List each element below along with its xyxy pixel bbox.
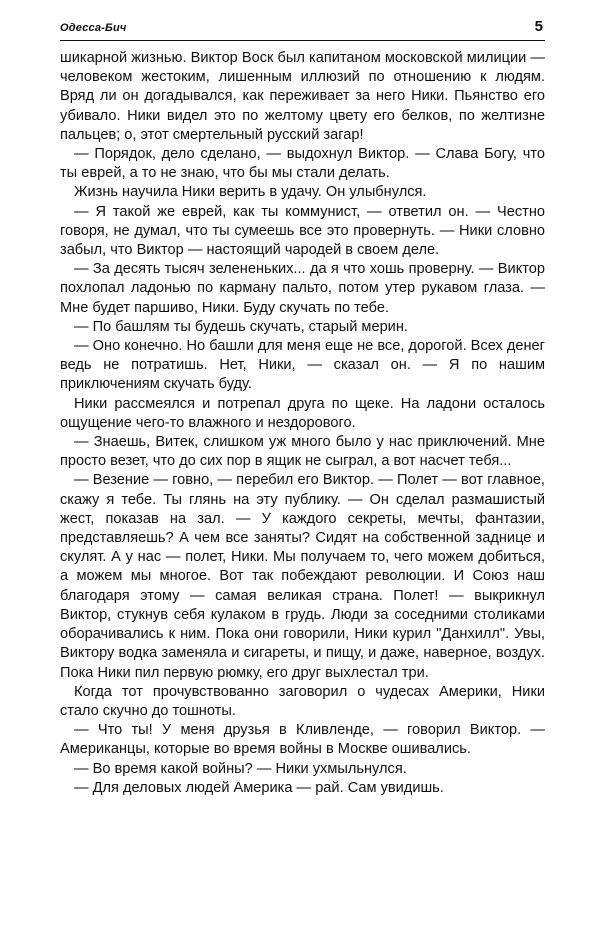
paragraph: Ники рассмеялся и потрепал друга по щеке. На ладони осталось ощущение чего-то влажного и нездорового. (60, 395, 545, 431)
running-title: Одесса-Бич (60, 22, 127, 34)
paragraph: — Во время какой войны? — Ники ухмыльнулся. (74, 760, 407, 777)
paragraph: Когда тот прочувствованно заговорил о чудесах Америки, Ники стало скучно до тошноты. (60, 683, 545, 719)
paragraph: — Везение — говно, — перебил его Виктор. — Полет — вот главное, скажу я тебе. Ты глянь на эту публику. — Он сделал размашистый жест, показав на зал. — У каждого секреты, мечты, фантазии, представляешь? А чем все заняты? Сидят на собственной заднице и скулят. А у нас — полет, Ники. Мы получаем то, чего можем добиться, а можем мы многое. Вот так побеждают революции. И Союз наш благодаря этому — самая великая страна. Полет! — выкрикнул Виктор, стукнув себя кулаком в грудь. Люди за соседними столиками оборачивались к ним. Пока они говорили, Ники курил "Данхилл". Увы, Виктору водка заменяла и сигареты, и пищу, и даже, наверное, воздух. Пока Ники пил первую рюмку, его друг выхлестал три. (60, 472, 545, 681)
body-text (60, 49, 545, 798)
book-page (60, 18, 545, 936)
paragraph: Жизнь научила Ники верить в удачу. Он улыбнулся. (74, 184, 427, 201)
page-number: 5 (534, 18, 543, 35)
paragraph: — Для деловых людей Америка — рай. Сам увидишь. (74, 779, 444, 796)
paragraph: — За десять тысяч зелененьких... да я что хошь проверну. — Виктор похлопал ладонью по карману пальто, потом утер рукавом глаза. — Мне будет паршиво, Ники. Буду скучать по тебе. (60, 261, 545, 316)
paragraph: — Что ты! У меня друзья в Кливленде, — говорил Виктор. — Американцы, которые во время войны в Москве ошивались. (60, 722, 545, 758)
page-header (60, 18, 545, 41)
paragraph: — Оно конечно. Но башли для меня еще не все, дорогой. Всех денег ведь не потратишь. Нет, Ники, — сказал он. — Я по нашим приключениям скучать буду. (60, 338, 545, 393)
paragraph: — По башлям ты будешь скучать, старый мерин. (74, 318, 408, 335)
paragraph: — Я такой же еврей, как ты коммунист, — ответил он. — Честно говоря, не думал, что ты сумеешь все это провернуть. — Ники словно забыл, что Виктор — настоящий чародей в своем деле. (60, 203, 545, 259)
paragraph: шикарной жизнью. Виктор Воск был капитаном московской милиции — человеком жестоким, лишенным иллюзий по отношению к людям. Вряд ли он догадывался, как переживает за него Ники. Пьянство его убивало. Ники видел это по желтому цвету его белков, по желтизне пальцев; о, этот смертельный русский загар! (60, 50, 545, 143)
paragraph: — Знаешь, Витек, слишком уж много было у нас приключений. Мне просто везет, что до сих пор в ящик не сыграл, а вот насчет тебя... (60, 434, 545, 470)
paragraph: — Порядок, дело сделано, — выдохнул Виктор. — Слава Богу, что ты еврей, а то не знаю, что бы мы стали делать. (60, 146, 545, 182)
